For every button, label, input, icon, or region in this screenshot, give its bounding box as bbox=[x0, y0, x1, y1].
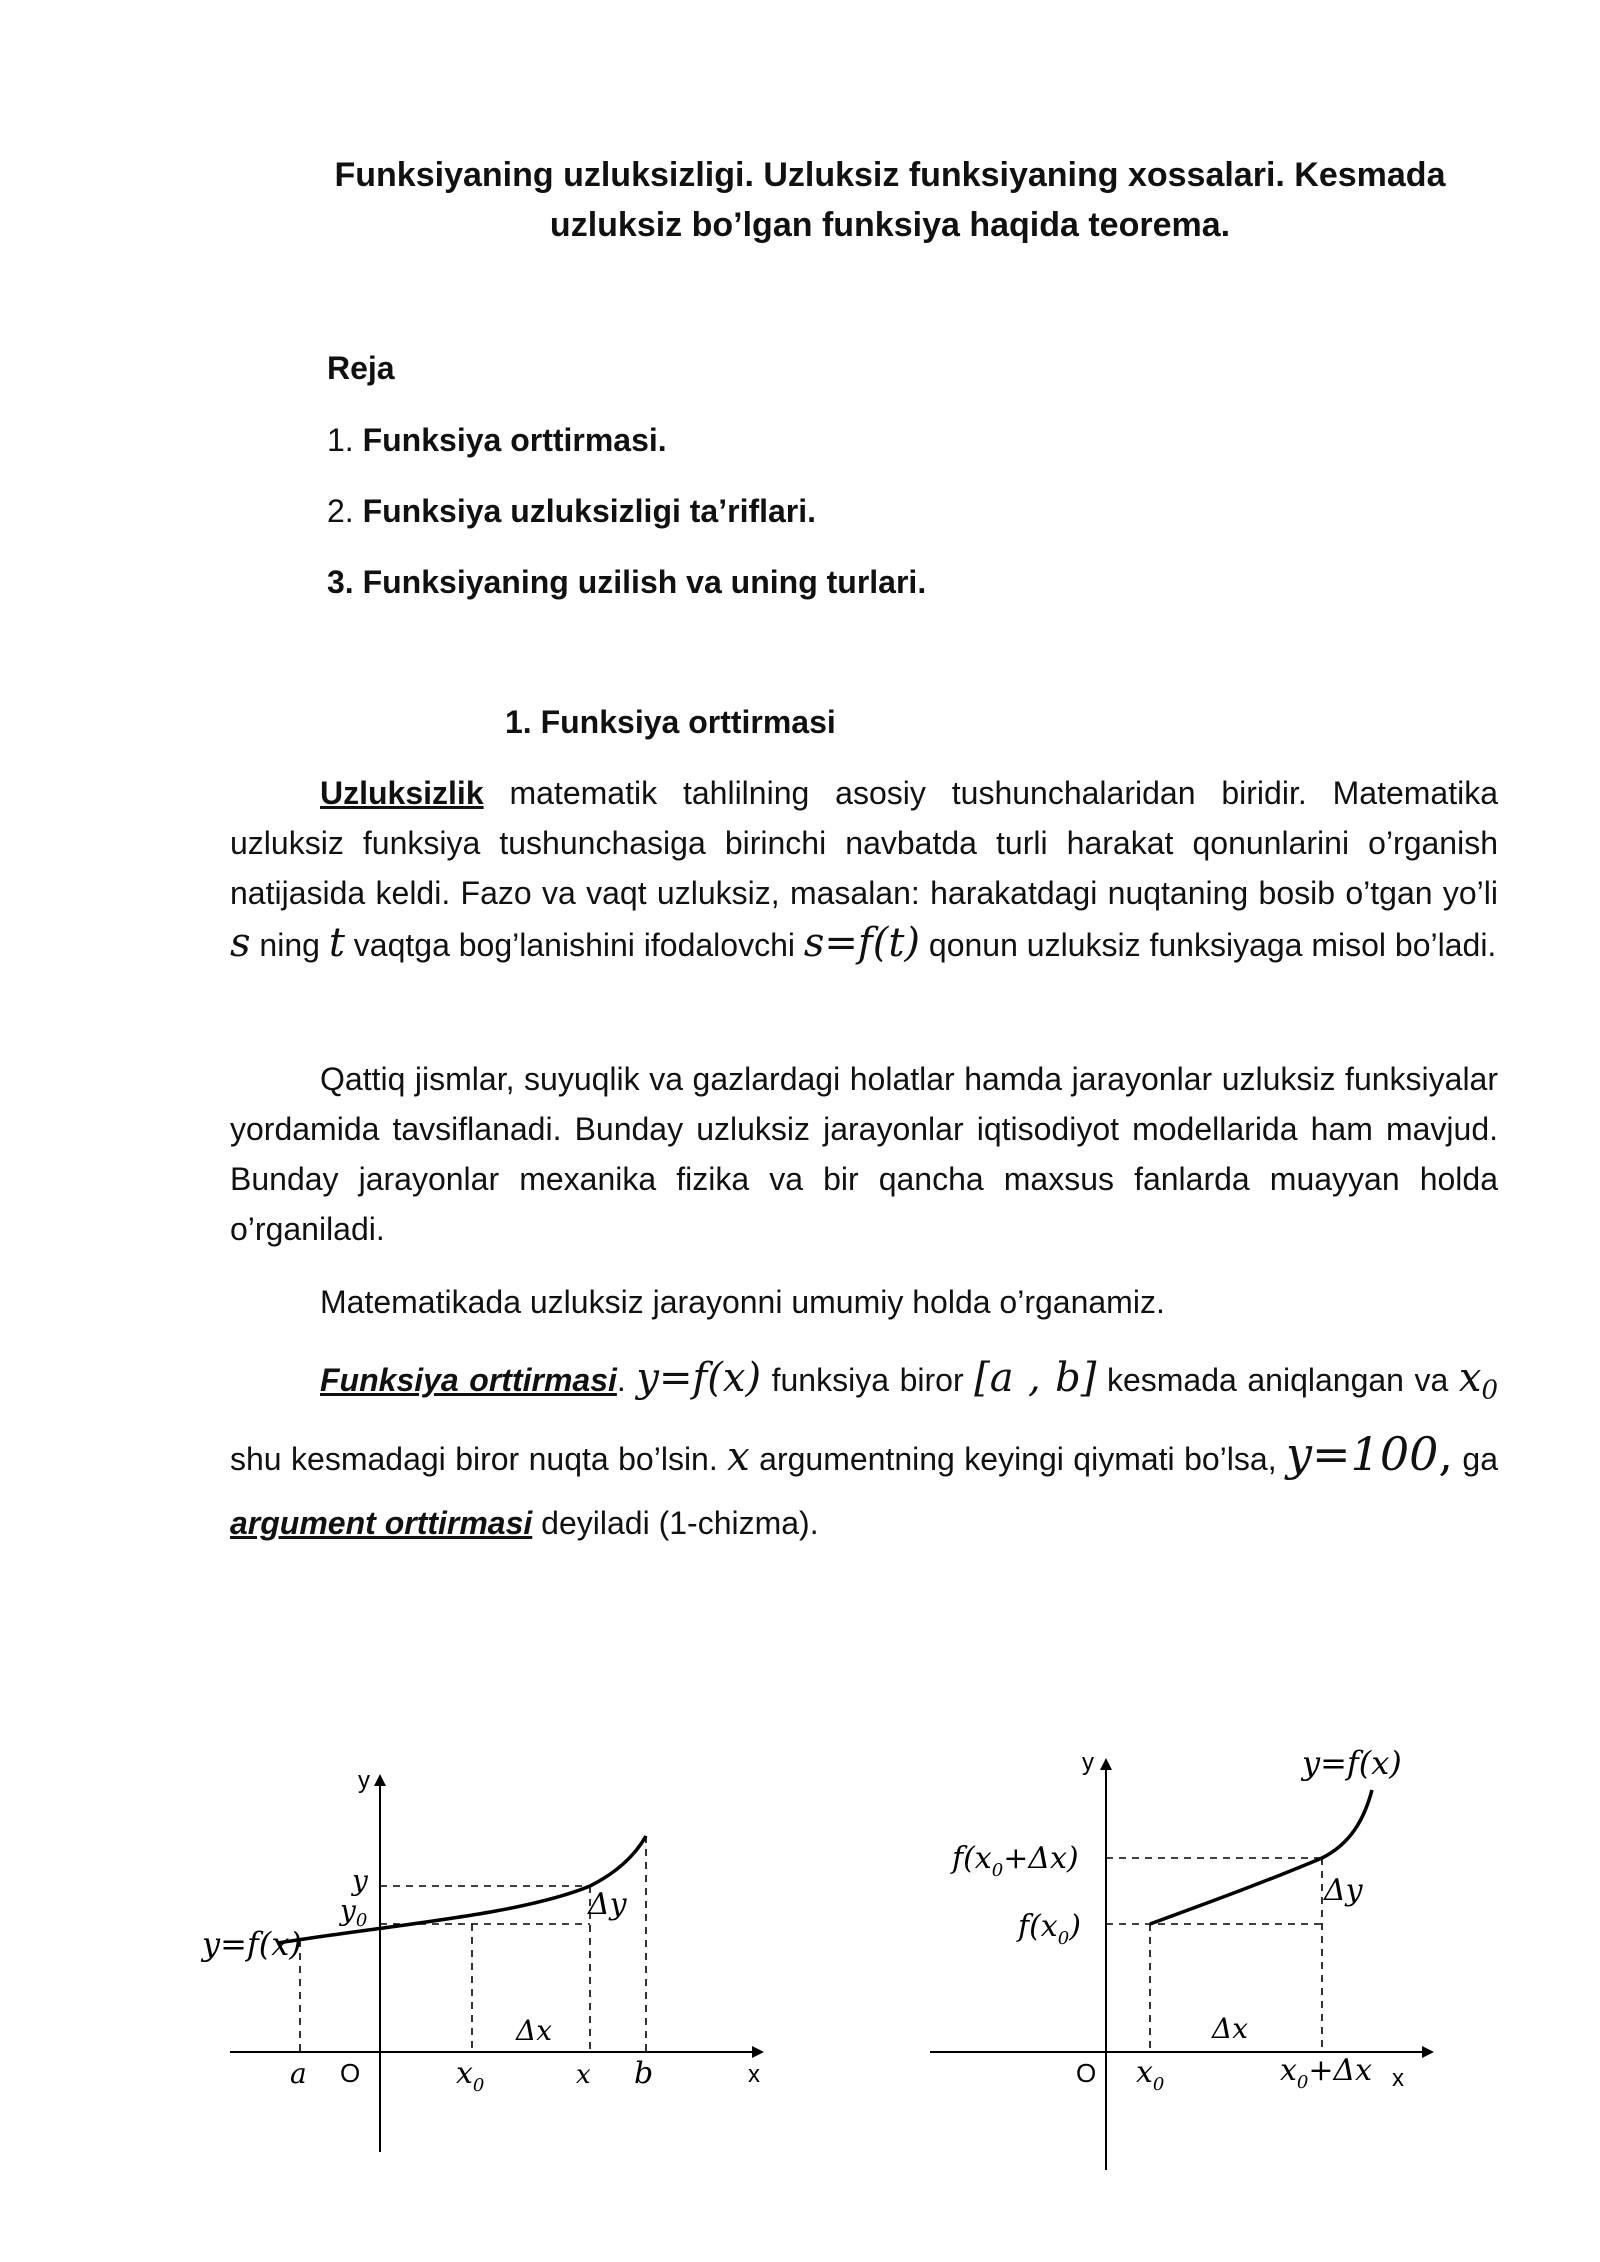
b-tick-label: b bbox=[634, 2056, 654, 2091]
y-tick-label: y bbox=[352, 1864, 368, 1897]
x0-plus-dx-tick-label: $x_0+\Delta x$ bbox=[1280, 2053, 1373, 2093]
function-label: y=f(x) bbox=[202, 1925, 302, 1963]
paragraph-1: Uzluksizlik matematik tahlilning asosiy tushunchalaridan biridir. Matematika uzluksiz funksiya tushunchasiga birinchi navbatda turli harakat qonunlarini o’rganish natijasida keldi. Fazo va vaqt uzluksiz, masalan: harakatdagi nuqtaning bosib o’tgan yo’li s ning t vaqtga bog’lanishini ifodalovchi s=f(t) qonun uzluksiz funksiyaga misol bo’ladi. bbox=[230, 775, 1498, 966]
x0-tick-label: $x_0$ bbox=[1136, 2055, 1165, 2095]
law-formula: s=f(t) bbox=[803, 920, 920, 966]
paragraph-2: Qattiq jismlar, suyuqlik va gazlardagi holatlar hamda jarayonlar uzluksiz funksiyalar yordamida tavsiflanadi. Bunday uzluksiz jarayonlar iqtisodiyot modellarida ham mavjud. Bunday jarayonlar mexanika fizika va bir qancha maxsus fanlarda muayyan holda o’rganiladi. bbox=[230, 1061, 1498, 1247]
figure-right bbox=[930, 1730, 1460, 2180]
y-axis-label: y bbox=[358, 1767, 370, 1794]
document-title bbox=[330, 150, 1450, 250]
section-1-heading: 1. Funksiya orttirmasi bbox=[505, 704, 836, 740]
origin-label: O bbox=[1076, 2058, 1097, 2088]
f-x0-plus-dx-label: $f(x_0+\Delta x)$ bbox=[952, 1841, 1079, 1881]
increment-expression: y=100 bbox=[1286, 1427, 1439, 1482]
plan-heading: Reja bbox=[327, 350, 395, 386]
term-argument-orttirmasi: argument orttirmasi bbox=[230, 1505, 533, 1542]
term-funksiya-orttirmasi: Funksiya orttirmasi bbox=[320, 1362, 617, 1398]
y0-tick-label: $y_0$ bbox=[340, 1894, 368, 1931]
y-axis-label: y bbox=[1082, 1749, 1094, 1776]
plan-item-3: 3. Funksiyaning uzilish va uning turlari. bbox=[327, 564, 927, 600]
delta-x-label: Δx bbox=[1212, 2012, 1249, 2045]
title-line-1: Funksiyaning uzluksizligi. Uzluksiz funksiyaning xossalari. Kesmada bbox=[334, 156, 1446, 194]
delta-y-label: Δy bbox=[588, 1887, 627, 1922]
x-axis-label: x bbox=[748, 2061, 760, 2088]
plan-item-1: 1. Funksiya orttirmasi. bbox=[327, 422, 667, 458]
function-label: y=f(x) bbox=[1302, 1744, 1402, 1782]
paragraph-4: Funksiya orttirmasi. y=f(x) funksiya biror [a , b] kesmada aniqlangan va $x_0$ shu kesmadagi biror nuqta bo’lsin. x argumentning keyingi qiymati bo’lsa, y=100, ga argument orttirmasi deyiladi (1-chizma). bbox=[230, 1355, 1499, 1542]
origin-label: O bbox=[340, 2058, 361, 2088]
delta-x-label: Δx bbox=[516, 2014, 553, 2047]
figure-left bbox=[190, 1740, 790, 2180]
f-x0-label: $f(x_0)$ bbox=[1018, 1909, 1081, 1949]
x-axis-label: x bbox=[1392, 2065, 1404, 2092]
a-tick-label: a bbox=[290, 2057, 307, 2090]
x-tick-label: x bbox=[576, 2060, 591, 2090]
plan-item-2: 2. Funksiya uzluksizligi ta’riflari. bbox=[327, 493, 817, 529]
delta-y-label: Δy bbox=[1324, 1873, 1363, 1908]
term-uzluksizlik: Uzluksizlik bbox=[320, 775, 484, 811]
paragraph-3: Matematikada uzluksiz jarayonni umumiy holda o’rganamiz. bbox=[320, 1284, 1165, 1320]
x0-tick-label: $x_0$ bbox=[456, 2056, 485, 2096]
title-line-2: uzluksiz bo’lgan funksiya haqida teorema. bbox=[549, 206, 1231, 244]
